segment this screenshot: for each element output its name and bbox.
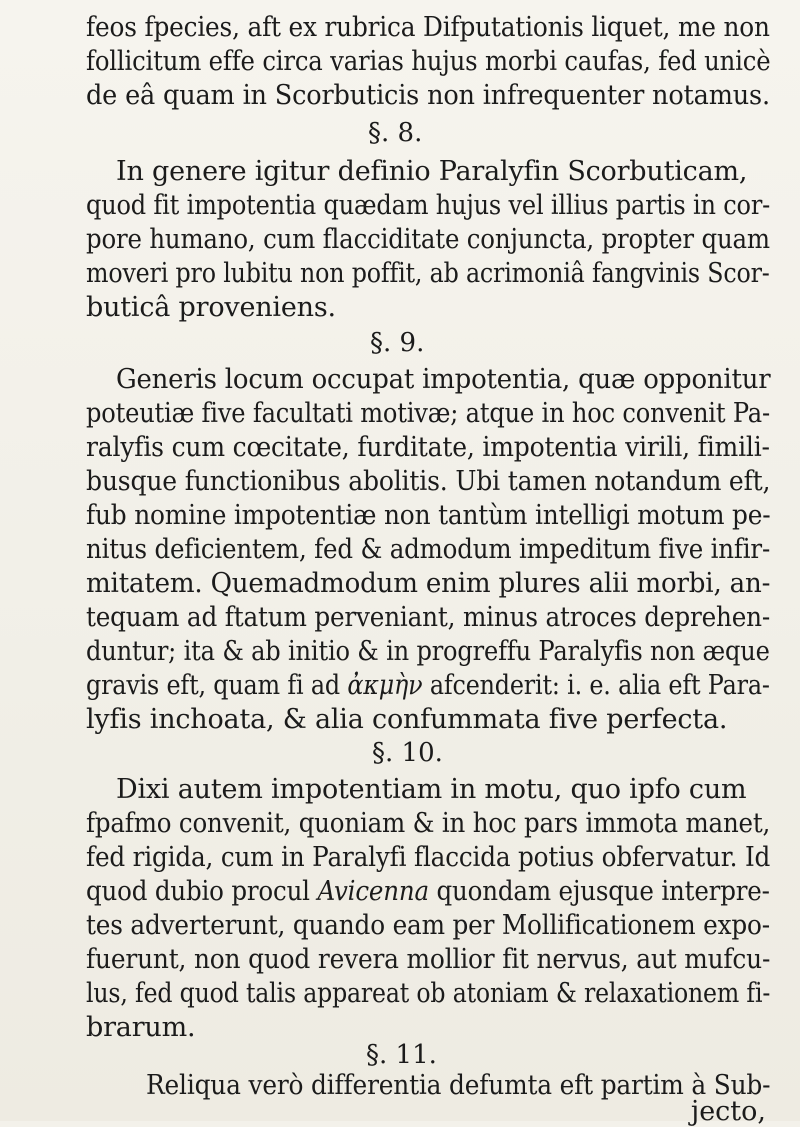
text-line-13: fub nomine impotentiæ non tantùm intelligi motum pe- (86, 500, 771, 531)
text-line-3: de eâ quam in Scorbuticis non infrequenter notamus. (86, 80, 770, 111)
text-line-12: busque functionibus abolitis. Ubi tamen notandum eft, (86, 466, 771, 497)
text-line-1: feos fpecies, aft ex rubrica Difputationis liquet, me non (86, 12, 770, 43)
text-line-4: In genere igitur definio Paralyfin Scorbuticam, (116, 156, 748, 187)
greek-word: ἀκμὴν (347, 670, 423, 701)
catchword: jecto, (690, 1096, 766, 1127)
section-heading-9: §. 9. (370, 328, 425, 358)
section-heading-11: §. 11. (366, 1040, 437, 1070)
text-line-17: duntur; ita & ab initio & in progreffu Paralyfis non æque (86, 636, 770, 667)
text-line-27: brarum. (86, 1012, 196, 1043)
text-line-7: moveri pro lubitu non poffit, ab acrimoniâ fangvinis Scor- (86, 258, 770, 289)
text-line-18 (86, 672, 770, 699)
text-line-28: Reliqua verò differentia defumta eft partim à Sub- (146, 1070, 771, 1101)
text-line-21: fpafmo convenit, quoniam & in hoc pars immota manet, (86, 808, 771, 839)
text-line-16: tequam ad ftatum perveniant, minus atroces deprehen- (86, 602, 771, 633)
text-line-2: follicitum effe circa varias hujus morbi caufas, fed unicè (86, 46, 771, 77)
text-line-23-end: quondam ejusque interpre- (428, 876, 770, 907)
text-line-18-start: gravis eft, quam fi ad (86, 670, 348, 701)
text-line-5: quod fit impotentia quædam hujus vel illius partis in cor- (86, 190, 771, 221)
author-name: Avicenna (317, 876, 429, 907)
text-line-9: Generis locum occupat impotentia, quæ opponitur (116, 364, 771, 395)
text-line-11: ralyfis cum cœcitate, furditate, impotentia virili, fimili- (86, 432, 770, 463)
text-line-18-end: afcenderit: i. e. alia eft Para- (422, 670, 770, 701)
text-line-10: poteutiæ five facultati motivæ; atque in hoc convenit Pa- (86, 398, 770, 429)
text-line-26: lus, fed quod talis appareat ob atoniam & relaxationem fi- (86, 978, 771, 1009)
text-line-22: fed rigida, cum in Paralyfi flaccida potius obfervatur. Id (86, 842, 771, 873)
text-line-8: buticâ proveniens. (86, 292, 336, 323)
text-line-23 (86, 878, 770, 905)
text-line-15: mitatem. Quemadmodum enim plures alii morbi, an- (86, 568, 771, 599)
text-line-19: lyfis inchoata, & alia confummata five perfecta. (86, 704, 728, 735)
text-line-6: pore humano, cum flacciditate conjuncta, propter quam (86, 224, 770, 255)
section-heading-10: §. 10. (372, 738, 443, 768)
text-line-14: nitus deficientem, fed & admodum impeditum five infir- (86, 534, 771, 565)
section-heading-8: §. 8. (368, 118, 423, 148)
text-line-24: tes adverterunt, quando eam per Mollificationem expo- (86, 910, 770, 941)
text-line-25: fuerunt, non quod revera mollior fit nervus, aut mufcu- (86, 944, 771, 975)
text-line-23-start: quod dubio procul (86, 876, 318, 907)
text-line-20: Dixi autem impotentiam in motu, quo ipfo cum (116, 774, 747, 805)
